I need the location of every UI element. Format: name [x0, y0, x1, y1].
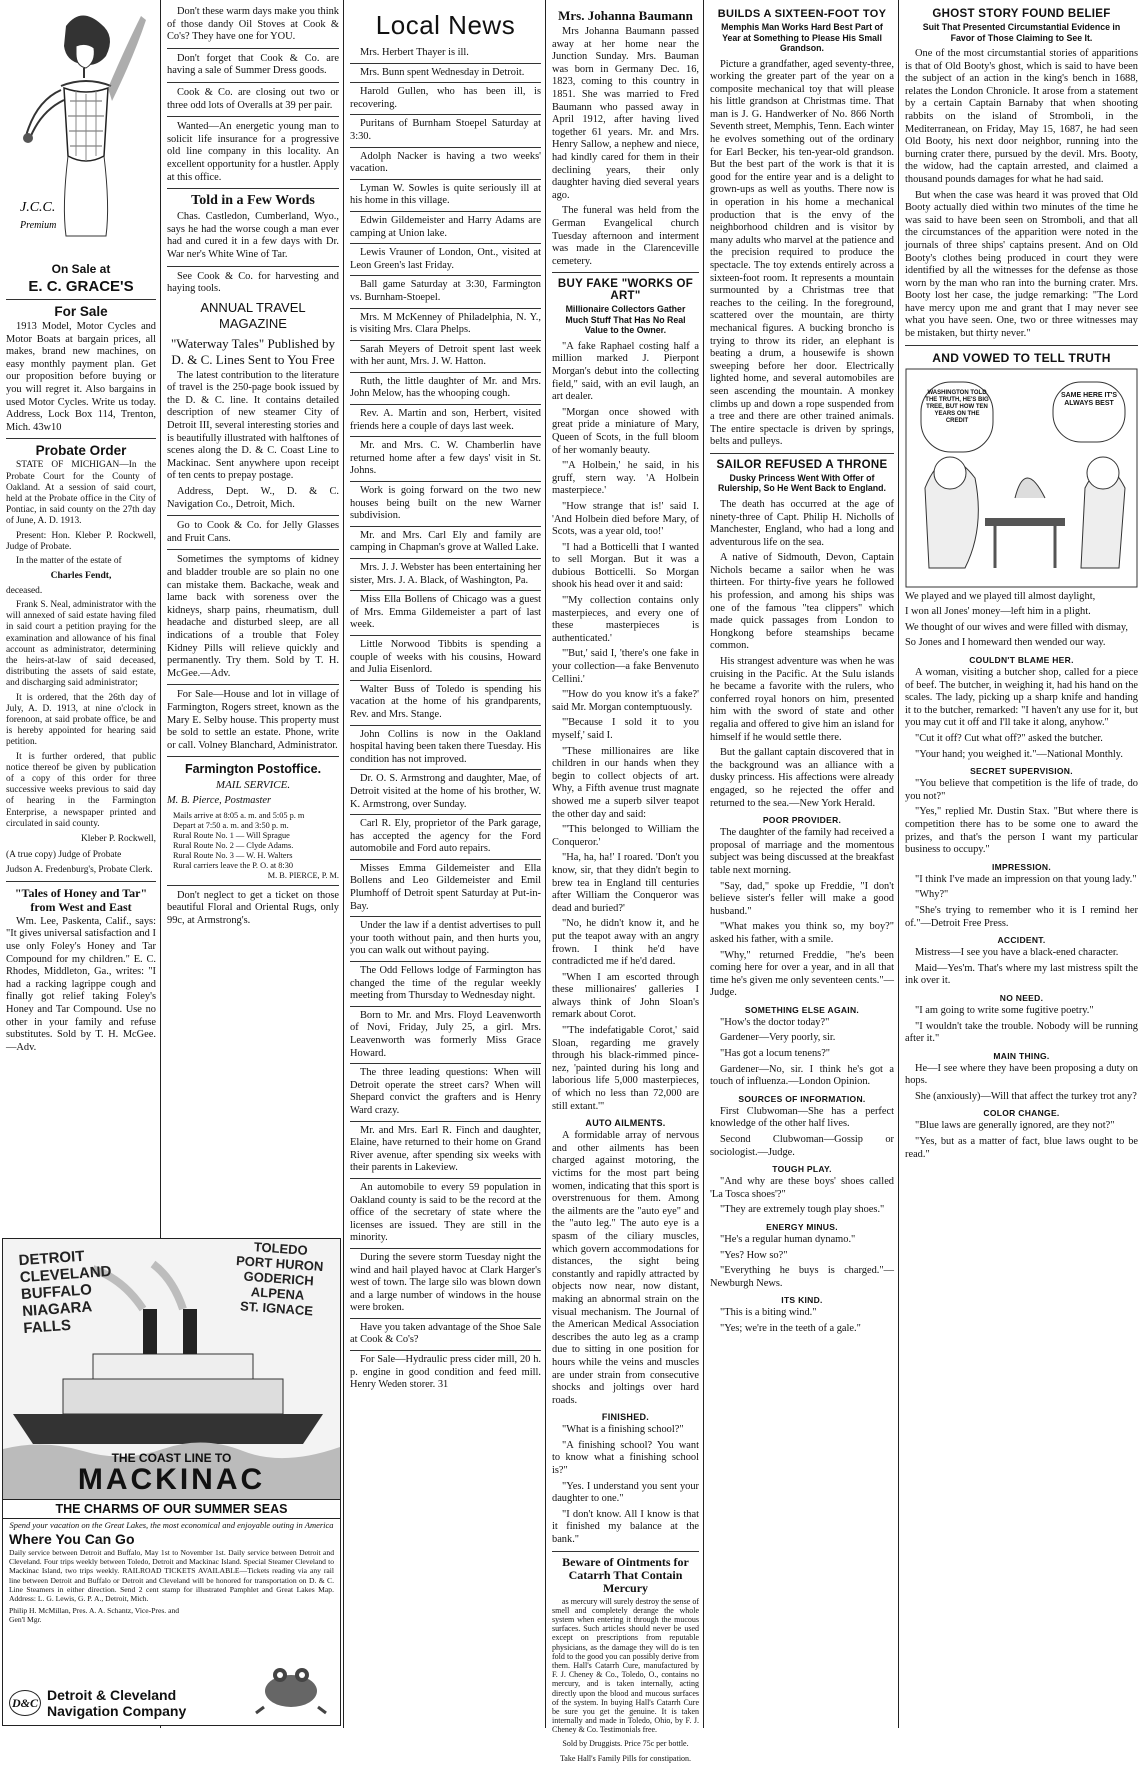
art-subheading: Millionaire Collectors Gather Much Stuff That Has No Real Value to the Owner. — [565, 304, 686, 336]
local-news-item: During the severe storm Tuesday night the wind and hail played havoc at Clark Harger's west of town. The large silo was blown down and a large number of windows in the house were broken. — [350, 1252, 541, 1319]
art-paragraph: "How strange that is!' said I. 'And Holbein died before Mary, of Scots, was a year old, too!' — [552, 500, 699, 538]
poem — [905, 591, 1138, 650]
local-news-heading: Local News — [375, 10, 516, 40]
honey-heading: "Tales of Honey and Tar" from West and East — [14, 885, 148, 914]
sailor-subheading: Dusky Princess Went With Offer of Rulership, So He Went Back to England. — [718, 472, 886, 494]
divider — [167, 684, 339, 685]
tough-heading: TOUGH PLAY. — [772, 1164, 832, 1175]
company-line1: Detroit & Cleveland — [47, 1687, 177, 1703]
mail-line: Rural carriers leave the P. O. at 8:30 — [173, 860, 294, 870]
else-paragraph: "Has got a locum tenens?" — [720, 1048, 831, 1060]
local-news-item: Mrs. Herbert Thayer is ill. — [350, 47, 541, 64]
divider — [6, 438, 156, 439]
destination-port-huron: PORT HURON — [235, 1253, 324, 1275]
impression-paragraph: "Why?" — [915, 889, 949, 901]
color-paragraph: "Yes, but as a matter of fact, blue laws ought to be read." — [905, 1136, 1138, 1160]
poor-heading: POOR PROVIDER. — [762, 815, 842, 826]
where-text: Daily service between Detroit and Buffalo, May 1st to November 1st. Daily service between Detroit and Cleveland. Four trips weekly between Toledo, Detroit and Mackinac Island. Special Steamer Cleveland to Mackinac Island, two trips weekly. RAILROAD TICKETS AVAILABLE—Tickets reading via any rail line between Detroit and Buffalo or Detroit and Cleveland will be honored for transportation on D. & C. Line Steamers in either direction. Send 2 cent stamp for illustrated Pamphlet and Great Lakes Map. Address: L. G. Lewis, G. P. A., Detroit, Mich. — [9, 1548, 334, 1604]
probate-p7: It is further ordered, that public notice thereof be given by publication of a copy of this order for three successive weeks previous to said day of hearing in the Farmington Enterprise, a newspaper printed and circulated in said county. — [6, 751, 156, 829]
accident-paragraphs — [905, 947, 1138, 988]
energy-paragraphs — [710, 1234, 894, 1290]
ad-illustration — [3, 1239, 340, 1499]
divider — [167, 188, 339, 189]
local-news-item: Mrs. M McKenney of Philadelphia, N. Y., is visiting Mrs. Clara Phelps. — [350, 312, 541, 341]
catarrh-text: as mercury will surely destroy the sense of smell and completely derange the whole system when entering it through the mucous surfaces. Such articles should never be used except on prescriptions from reputable physicians, as the damage they will do is ten fold to the good you can possibly derive from them. Hall's Catarrh Cure, manufactured by F. J. Cheney & Co., Toledo, O., contains no mercury, and is taken internally, acting directly upon the blood and mucous surfaces of the system. In buying Hall's Catarrh Cure be sure you get the genuine. It is taken internally and made in Toledo, Ohio, by F. J. Cheney & Co. Testimonials free. — [552, 1596, 699, 1735]
art-paragraph: "No, he didn't know it, and he put the teapot away with an angry frown. I think he'd have contradicted me if he'd dared. — [552, 918, 699, 968]
local-news-item: Harold Gullen, who has been ill, is recovering. — [350, 86, 541, 115]
art-heading: BUY FAKE "WORKS OF ART" — [557, 278, 694, 303]
auto-text: A formidable array of nervous and other ailments has been charged against motoring, the victims for the most part being women, indicating that this sport is overstrenuous for them. Among the ailments are the "auto eye" and the "auto leg." The auto eye is a spasm of the ciliary muscles, which govern accommodations for distances, the sight being constantly and rapidly attracted by objects now near, now distant, making an abnormal strain on the visual mechanism. The Journal of the American Medical Association describes the auto leg as a cramp due to sitting in one position for hours while the veins and muscles are under strain from consecutive shocks and joltings over hard roads. — [552, 1130, 699, 1406]
vowed-heading: AND VOWED TO TELL TRUTH — [932, 350, 1111, 365]
finished-paragraph: "Yes. I understand you sent your daughter to one." — [552, 1480, 699, 1505]
probate-p1: STATE OF MICHIGAN—In the Probate Court for the County of Oakland. At a session of said court, held at the Probate office in the City of Pontiac, in said county on the 27th day of June, A. D. 1913. — [6, 460, 156, 527]
local-news-item: Edwin Gildemeister and Harry Adams are camping at Union lake. — [350, 215, 541, 244]
local-news-item: Walter Buss of Toledo is spending his vacation at the home of his grandparents, Rev. and Mrs. Stange. — [350, 684, 541, 726]
ghost-heading: GHOST STORY FOUND BELIEF — [932, 8, 1111, 20]
divider — [6, 881, 156, 882]
wanted-ad: Wanted—An energetic young man to solicit life insurance for a progressive old line company in this locality. An excellent opportunity for a hustler. Apply at this office. — [167, 121, 339, 183]
accident-paragraph: Mistress—I see you have a black-ened character. — [915, 947, 1119, 959]
poor-paragraph: The daughter of the family had received a proposal of marriage and the momentous subject was being discussed at the breakfast table next morning. — [710, 827, 894, 876]
coast-line-label: THE COAST LINE TO — [111, 1451, 232, 1465]
for-sale-heading: For Sale — [54, 304, 108, 319]
mackinac-title: MACKINAC — [77, 1463, 266, 1496]
probate-p4: deceased. — [6, 585, 43, 596]
company-block — [9, 1687, 186, 1719]
butcher-paragraph: "Your hand; you weighed it."—National Monthly. — [915, 748, 1123, 760]
noneed-heading: NO NEED. — [999, 992, 1044, 1003]
poor-paragraph: "Why," returned Freddie, "he's been coming here for over a year, and in all that time he's given me only seventeen cents."—Judge. — [710, 949, 894, 999]
probate-p5: Frank S. Neal, administrator with the will annexed of said estate having filed in said court a petition praying for the examination and allowance of his final account as administrator, determining the heirs-at-law of said deceased, distributing the assets of said estate, and discharging said administrator; — [6, 599, 156, 689]
kind-heading: ITS KIND. — [781, 1295, 823, 1306]
toy-subheading: Memphis Man Works Hard Best Part of Year at Something to Please His Small Grandson. — [721, 22, 883, 53]
noneed-paragraph: "I am going to write some fugitive poetry." — [915, 1004, 1094, 1016]
local-news-item: Lewis Vrauner of London, Ont., visited at Leon Green's last Friday. — [350, 247, 541, 276]
destinations-left — [18, 1246, 115, 1337]
obituary-p2: The funeral was held from the German Evangelical church Tuesday afternoon and interment was made in the Clarenceville cemetery. — [552, 205, 699, 267]
mail-line: Rural Route No. 1 — Will Sprague — [173, 830, 290, 840]
mail-line: Depart at 7:50 a. m. and 3:50 p. m. — [173, 820, 289, 830]
destination-detroit: DETROIT — [18, 1247, 86, 1270]
for-sale-house: For Sale—House and lot in village of Farmington, Rogers street, known as the Mary E. Selby house. This property must be sold to settle an estate. Phone, write or call. Volney Blanchard, Administrator. — [167, 689, 339, 751]
local-news-item: Under the law if a dentist advertises to pull your tooth without pain, and then hurts you, you can walk out without paying. — [350, 920, 541, 962]
local-news-item: Born to Mr. and Mrs. Floyd Leavenworth of Novi, Friday, July 25, a girl. Mrs. Leavenworth was formerly Miss Grace Howard. — [350, 1010, 541, 1064]
accident-heading: ACCIDENT. — [997, 935, 1046, 946]
destinations-right — [232, 1238, 324, 1319]
local-news-item: Puritans of Burnham Stoepel Saturday at 3:30. — [350, 118, 541, 147]
annual-heading-2: MAGAZINE — [219, 315, 287, 331]
else-paragraph: "How's the doctor today?" — [720, 1016, 830, 1028]
frog-icon — [256, 1659, 326, 1715]
divider — [905, 345, 1138, 346]
where-block — [3, 1531, 340, 1547]
else-heading: SOMETHING ELSE AGAIN. — [744, 1004, 860, 1015]
else-paragraph: Gardener—No, sir. I think he's got a touch of influenza.—London Opinion. — [710, 1063, 894, 1088]
probate-sig3: Judson A. Fredenburg's, Probate Clerk. — [6, 865, 153, 876]
probate-heading: Probate Order — [35, 443, 127, 459]
sailor-paragraphs — [710, 499, 894, 810]
local-news-item: Dr. O. S. Armstrong and daughter, Mae, of Detroit visited at the home of his brother, W. K. Armstrong, over Sunday. — [350, 773, 541, 815]
butcher-heading: COULDN'T BLAME HER. — [969, 655, 1074, 666]
ad-caption-line1: On Sale at — [51, 262, 111, 276]
divider — [167, 48, 339, 49]
charms-heading: THE CHARMS OF OUR SUMMER SEAS — [3, 1499, 340, 1519]
waterway-address: Address, Dept. W., D. & C. Navigation Co., Detroit, Mich. — [167, 486, 339, 510]
art-paragraphs — [552, 341, 699, 1113]
local-news-item: Ruth, the little daughter of Mr. and Mrs. John Melow, has the whooping cough. — [350, 376, 541, 405]
column-6 — [899, 0, 1144, 1728]
destination-niagara: NIAGARA — [21, 1298, 93, 1321]
local-news-item: Lyman W. Sowles is quite seriously ill at his home in this village. — [350, 183, 541, 212]
toy-heading: BUILDS A SIXTEEN-FOOT TOY — [717, 8, 887, 20]
kidney-text: Sometimes the symptoms of kidney and bladder trouble are so plain no one can mistake them. Backache, weak and lame back with soreness over the kidneys, sharp pains, rheumatism, dull headache and disturbed sleep, are all indications of a trouble that Foley Kidney Pills will relieve quickly and permanently. Try them. Sold by T. H. McGee.—Adv. — [167, 554, 339, 679]
color-paragraph: "Blue laws are generally ignored, are they not?" — [915, 1120, 1115, 1132]
secret-paragraph: "Yes," replied Mr. Dustin Stax. "But where there is competition there has to be some one to award the prizes, and that's the person I want my particular business to occupy." — [905, 806, 1138, 856]
dc-logo-icon: D&C — [9, 1690, 41, 1716]
catarrh-sold: Sold by Druggists. Price 75c per bottle. — [562, 1738, 689, 1748]
column-5 — [704, 0, 898, 1728]
art-paragraph: "Morgan once showed with great pride a miniature of Mary, Queen of Scots, in the full bloom of her womanly beauty. — [552, 406, 699, 456]
local-news-item: Mr. and Mrs. C. W. Chamberlin have returned home after a few days' visit in St. Johns. — [350, 440, 541, 482]
destination-toledo: TOLEDO — [252, 1239, 308, 1258]
art-paragraph: "'Because I sold it to you myself,' said I. — [552, 717, 699, 741]
energy-paragraph: "Yes? How so?" — [720, 1249, 788, 1261]
cartoon-left-bubble: WASHINGTON TOLD THE TRUTH, HE'S BIG TREE, BUT HOW TEN YEARS ON THE CREDIT — [925, 389, 989, 424]
art-paragraph: "When I am escorted through these millionaires' galleries I always think of John Sloan's remark about Corot. — [552, 971, 699, 1021]
else-paragraphs — [710, 1017, 894, 1089]
see-cook: See Cook & Co. for harvesting and haying tools. — [167, 270, 339, 295]
divider — [167, 515, 339, 516]
for-sale-text: 1913 Model, Motor Cycles and Motor Boats at bargain prices, all makes, brand new machines, on easy monthly payment plan. Get our proposition before buying or you will regret it. Also bargains in used Motor Cycles. Write us today. Address, Lock Box 114, Trenton, Mich. 43w10 — [6, 321, 156, 433]
kind-paragraphs — [710, 1307, 894, 1335]
svg-text:Premium: Premium — [20, 220, 57, 231]
ghost-paragraph: But when the case was heard it was proved that Old Booty actually died within two minutes of the time he was said to have been seen on Stromboli, and that all the circumstances of the apparition were noted in the journals of three ships' captains present. And on Old Booty's clothes being produced in court they were identified by all the witnesses for the defense as those worn by the man who ran into the burning crater. Mrs. Booty lost her case, the judge remarking: "The Lord have mercy upon me and grant that I may never see what you have seen. One, two or three witnesses may be mistaken, but thirty never." — [905, 189, 1138, 340]
sailor-paragraph: His strangest adventure was when he was cruising in the Pacific. At the Sulu islands he became a favorite with the rulers, who conferred royal honors on him, presented him with the sword of state and other regalia and offered to give him an island for himself if he would settle there. — [710, 656, 894, 743]
finished-paragraph: "I don't know. All I know is that it finished my balance at the bank." — [552, 1508, 699, 1546]
main-paragraph: She (anxiously)—Will that affect the turkey trot any? — [915, 1090, 1137, 1102]
local-news-item: Mrs. J. J. Webster has been entertaining her sister, Mrs. J. A. Black, of Washington, Pa. — [350, 562, 541, 591]
art-paragraph: "Ha, ha, ha!' I roared. 'Don't you know, sir, that they didn't begin to brew tea in England till centuries after William the Conqueror was dead and buried?' — [552, 852, 699, 914]
destination-st-ignace: ST. IGNACE — [239, 1298, 314, 1319]
tough-paragraphs — [710, 1176, 894, 1217]
finished-paragraph: "A finishing school? You want to know what a finishing school is?" — [552, 1439, 699, 1477]
jelly-glasses: Go to Cook & Co. for Jelly Glasses and Fruit Cans. — [167, 520, 339, 544]
postoffice-heading: Farmington Postoffice. — [184, 762, 322, 777]
secret-paragraphs — [905, 778, 1138, 857]
art-paragraph: "'How do you know it's a fake?' said Mr. Morgan contemptuously. — [552, 689, 699, 713]
secret-paragraph: "You believe that competition is the life of trade, do you not?" — [905, 778, 1138, 802]
energy-paragraph: "Everything he buys is charged."—Newburgh News. — [710, 1265, 894, 1289]
cook-overalls: Cook & Co. are closing out two or three odd lots of Overalls at 39 per pair. — [167, 86, 339, 111]
probate-sig1: Kleber P. Rockwell, — [81, 834, 156, 845]
local-news-item: Mr. and Mrs. Carl Ely and family are camping in Chapman's grove at Walled Lake. — [350, 530, 541, 559]
secret-heading: SECRET SUPERVISION. — [970, 766, 1073, 777]
column-3-local-news — [344, 0, 545, 1728]
destination-cleveland: CLEVELAND — [19, 1262, 112, 1287]
impression-paragraph: "I think I've made an impression on that young lady." — [915, 873, 1137, 885]
probate-name: Charles Fendt, — [50, 570, 112, 582]
local-news-item: Little Norwood Tibbits is spending a couple of weeks with his cousins, Howard and Julia Eisenlord. — [350, 639, 541, 681]
tough-paragraph: "And why are these boys' shoes called 'La Tosca shoes'?" — [710, 1176, 894, 1200]
mail-schedule — [167, 811, 339, 881]
ghost-paragraph: One of the most circumstantial stories of apparitions is that of Old Booty's ghost, which is said to have been the subject of an action in the king's bench in 1688, relates the London Chronicle. It arose from a statement by a certain Captain Barnaby that when shooting rabbits on the island of Stromboli, in the Mediterranean, on Friday, May 15, 1687, he had seen Old Booty, his next door neighbor, running into the burning crater there, pursued by the devil. Mrs. Booty, the widow, had the captain arrested, and claimed a thousand pounds damages for what he had said. — [905, 48, 1138, 185]
kind-paragraph: "This is a biting wind." — [720, 1307, 817, 1319]
auto-heading: AUTO AILMENTS. — [585, 1118, 666, 1129]
probate-p2: Present: Hon. Kleber P. Rockwell, Judge of Probate. — [6, 530, 156, 552]
main-heading: MAIN THING. — [993, 1050, 1050, 1061]
sources-paragraph: First Clubwoman—She has a perfect knowledge of the other half lives. — [710, 1105, 894, 1130]
column-4 — [546, 0, 703, 1764]
mail-line: Mails arrive at 8:05 a. m. and 5:05 p. m — [173, 810, 305, 820]
local-news-item: John Collins is now in the Oakland hospital having been taken there Tuesday. His condition has not improved. — [350, 729, 541, 771]
catarrh-pills: Take Hall's Family Pills for constipation. — [559, 1754, 692, 1764]
catarrh-heading: Beware of Ointments for Catarrh That Contain Mercury — [562, 1554, 689, 1595]
sources-heading: SOURCES OF INFORMATION. — [738, 1093, 866, 1104]
butcher-paragraph: "Cut it off? Cut what off?" asked the butcher. — [915, 733, 1103, 744]
energy-paragraph: "He's a regular human dynamo." — [720, 1234, 856, 1245]
poem-line: We thought of our wives and were filled with dismay, — [905, 621, 1128, 633]
art-paragraph: "'But,' said I, 'there's one fake in your collection—a fake Benvenuto Cellini.' — [552, 648, 699, 685]
divider — [167, 266, 339, 267]
local-news-item: Rev. A. Martin and son, Herbert, visited friends here a couple of days last week. — [350, 408, 541, 437]
poem-line: I won all Jones' money—left him in a plight. — [905, 606, 1091, 618]
art-paragraph: "'This belonged to William the Conqueror.' — [552, 824, 699, 848]
annual-heading-1: ANNUAL TRAVEL — [200, 299, 306, 315]
probate-sig2: (A true copy) Judge of Probate — [6, 849, 122, 860]
local-news-item: Miss Ella Bollens of Chicago was a guest of Mrs. Emma Gildemeister a part of last week. — [350, 594, 541, 636]
main-paragraph: He—I see where they have been proposing a duty on hops. — [905, 1062, 1138, 1087]
local-news-item: Mr. and Mrs. Earl R. Finch and daughter, Elaine, have returned to their home on Grand River avenue, after spending six weeks with their parents in Lakeview. — [350, 1125, 541, 1179]
cartoon — [905, 368, 1138, 588]
officers: Philip H. McMillan, Pres. A. A. Schantz, Vice-Pres. and Gen'l Mgr. — [9, 1606, 180, 1625]
waterway-heading: "Waterway Tales" Published by D. & C. Lines Sent to You Free — [170, 335, 336, 367]
local-news-item: Work is going forward on the two new houses being built on the new Warner subdivision. — [350, 485, 541, 527]
told-heading: Told in a Few Words — [191, 193, 315, 209]
sailor-paragraph: A native of Sidmouth, Devon, Captain Nichols became a sailor when he was thirteen. For thirty-five years he followed his profession, and among his ships was one of the famous "tea clippers" which made quick passages from London to Hongkong before steamships became common. — [710, 552, 894, 652]
local-news-item: An automobile to every 59 population in Oakland county is said to be the record at the office of the secretary of state where the licenses are issued. They are still in the minority. — [350, 1182, 541, 1249]
energy-heading: ENERGY MINUS. — [766, 1222, 838, 1232]
cook-dress-goods: Don't forget that Cook & Co. are having a sale of Summer Dress goods. — [167, 52, 339, 77]
probate-p6: It is ordered, that the 26th day of July, A. D. 1913, at nine o'clock in forenoon, at said probate office, be and is hereby appointed for hearing said petition. — [6, 692, 156, 748]
poor-paragraph: "Say, dad," spoke up Freddie, "I don't believe sister's feller will make a good husband." — [710, 880, 894, 917]
rugs-text: Don't neglect to get a ticket on those beautiful Floral and Oriental Rugs, only 99c, at Armstrong's. — [167, 889, 339, 926]
local-news-item: Ball game Saturday at 3:30, Farmington vs. Burnham-Stoepel. — [350, 279, 541, 308]
destination-buffalo: BUFFALO — [20, 1281, 93, 1304]
ad-caption-line2: E. C. GRACE'S — [28, 278, 134, 295]
local-news-item: Sarah Meyers of Detroit spent last week with her aunt, Mrs. J. W. Hatton. — [350, 344, 541, 373]
local-news-item: The Odd Fellows lodge of Farmington has changed the time of the regular weekly meeting from Thursday to Wednesday night. — [350, 965, 541, 1007]
tough-paragraph: "They are extremely tough play shoes." — [720, 1204, 885, 1216]
local-news-item: The three leading questions: When will Detroit operate the street cars? When will Shepard convict the grafters and is Henry Ward crazy. — [350, 1067, 541, 1121]
poem-line: So Jones and I homeward then wended our way. — [905, 637, 1106, 649]
corset-woman-figure — [6, 6, 156, 258]
art-paragraph: "A fake Raphael costing half a million marked J. Pierpont Morgan's debut into the collecting field," said, with an evil laugh, an art dealer. — [552, 340, 699, 403]
dc-navigation-ad — [2, 1238, 341, 1726]
divider — [167, 549, 339, 550]
impression-heading: IMPRESSION. — [991, 861, 1052, 872]
destination-goderich: GODERICH — [242, 1268, 314, 1289]
divider — [167, 116, 339, 117]
spend-text: Spend your vacation on the Great Lakes, the most economical and enjoyable outing in America — [9, 1520, 334, 1530]
toy-paragraphs — [710, 59, 894, 449]
toy-paragraph: Picture a grandfather, aged seventy-three, working the greater part of the year on a composite mechanical toy that will please his little grandson at Christmas time. That man is J. G. Handwerker of No. 866 North Seventh street, Memphis, Tenn. Each winter he evolves something out of the ordinary for Earl Becker, his ten-year-old grandson. But the best part of the work is that it is good for the entire year and is a delight to grown-ups as well as youths. There now is in operation in his home a mechanical production that is the envy of the neighborhood children and is visitor by many adults who marvel at the patience and the precision required to produce the spectacle. The toy extends entirely across a sixteen-foot room. It represents a mountain surmounted by a Christmas tree that reaches to the ceiling. In the foreground, scattered over the mountain, are thirty mechanical figures. A bucking broncho is trying to throw its rider, an elephant is beating a drum, a housewife is shown sweeping before her door. Electrically lighted home, and several automobiles are seen ascending the mountain. A monkey climbs up and down a rope suspended from a tree and there are other trained animals. The entire spectacle is driven by springs, belts and pulleys. — [710, 58, 894, 448]
obituary-heading: Mrs. Johanna Baumann — [558, 8, 693, 23]
sources-paragraph: Second Clubwoman—Gossip or sociologist.—Judge. — [710, 1134, 894, 1158]
art-paragraph: "'A Holbein,' he said, in his gruff, stern way. 'A Holbein masterpiece.' — [552, 460, 699, 497]
poem-line: We played and we played till almost daylight, — [905, 590, 1096, 602]
impression-paragraphs — [905, 874, 1138, 930]
local-news-item: Carl R. Ely, proprietor of the Park garage, has accepted the agency for the Ford automobile and Ford auto repairs. — [350, 818, 541, 860]
local-news-item: Have you taken advantage of the Shoe Sale at Cook & Co's? — [350, 1322, 541, 1351]
probate-p3: In the matter of the estate of — [16, 555, 122, 566]
accident-paragraph: Maid—Yes'm. That's where my last mistress spilt the ink over it. — [905, 962, 1138, 987]
destination-falls: FALLS — [22, 1316, 72, 1338]
local-news-item: Misses Emma Gildemeister and Ella Bollens and Leo Gildemeister and Emil Plumhoff of Detroit spent Saturday at Put-in-Bay. — [350, 863, 541, 917]
mail-line: Rural Route No. 2 — Clyde Adams. — [173, 840, 294, 850]
butcher-paragraphs — [905, 667, 1138, 761]
cartoon-right-bubble: SAME HERE IT'S ALWAYS BEST — [1060, 391, 1118, 407]
sources-paragraphs — [710, 1106, 894, 1159]
corset-ad-illustration — [6, 6, 156, 258]
finished-heading: FINISHED. — [601, 1412, 650, 1423]
noneed-paragraph: "I wouldn't take the trouble. Nobody will be running after it." — [905, 1020, 1138, 1045]
divider — [167, 82, 339, 83]
ghost-paragraphs — [905, 48, 1138, 341]
local-news-item: For Sale—Hydraulic press cider mill, 20 h. p. engine in good condition and feed mill. Henry Weden storer. 31 — [350, 1354, 541, 1391]
finished-paragraph: "What is a finishing school?" — [562, 1424, 684, 1436]
ghost-subheading: Suit That Presented Circumstantial Evidence in Favor of Those Claiming to See It. — [922, 22, 1121, 43]
divider — [552, 272, 699, 273]
art-paragraph: "I had a Botticelli that I wanted to sell Morgan. But it was a dubious Botticelli. So Morgan shook his head over it and said: — [552, 541, 699, 591]
cook-oil-stoves: Don't these warm days make you think of those dandy Oil Stoves at Cook & Co's? They have one for YOU. — [167, 6, 339, 43]
company-line2: Navigation Company — [47, 1703, 187, 1719]
postmaster: M. B. Pierce, Postmaster — [167, 794, 272, 806]
impression-paragraph: "She's trying to remember who it is I remind her of."—Detroit Free Press. — [905, 904, 1138, 929]
poor-paragraphs — [710, 827, 894, 1000]
divider — [710, 453, 894, 454]
honey-text: Wm. Lee, Paskenta, Calif., says: "It gives universal satisfaction and I use only Foley's Honey and Tar Compound for my children." E. C. Rhodes, Middleton, Ga., writes: "I had a racking lagrippe cough and finally got relief taking Foley's Honey and Tar Compound. Use no other in your family and refuse substitutes. Sold by T. H. McGee.—Adv. — [6, 915, 156, 1053]
mail-service: MAIL SERVICE. — [215, 779, 291, 792]
waterway-text: The latest contribution to the literature of travel is the 250-page book issued by the D. & C. line. It contains detailed description of new steamer City of Detroit III, several interesting stories and is beautifully illustrated with halftones of scenes along the D. & C. Coast Line to Mackinac. Sent anywhere upon receipt of ten cents to prepay postage. — [167, 369, 339, 482]
color-heading: COLOR CHANGE. — [983, 1108, 1060, 1119]
noneed-paragraphs — [905, 1005, 1138, 1046]
butcher-paragraph: A woman, visiting a butcher shop, called for a piece of beef. The butcher, in weighing it, had his hand on the scales. The lady, picking up a sharp knife and handing it to the butcher, remarked: "I haven't any use for it, but you may cut it off and I'll take it along, anyhow." — [905, 667, 1138, 729]
svg-text:J.C.C.: J.C.C. — [20, 200, 56, 215]
where-heading: Where You Can Go — [9, 1531, 135, 1547]
divider — [167, 885, 339, 886]
divider — [167, 756, 339, 757]
poor-paragraph: "What makes you think so, my boy?" asked his father, with a smile. — [710, 921, 894, 945]
sailor-paragraph: But the gallant captain discovered that in the background was an alliance with a dusky princess. His affections were already engaged, so he rejected the offer and returned to the sea.—New York Herald. — [710, 747, 894, 809]
mail-line: Rural Route No. 3 — W. H. Walters — [173, 850, 293, 860]
local-news-items — [350, 47, 541, 1395]
art-paragraph: "'My collection contains only masterpieces, and every one of these masterpieces is authenticated.' — [552, 595, 699, 644]
main-paragraphs — [905, 1063, 1138, 1104]
divider — [6, 299, 156, 300]
art-paragraph: "These millionaires are like children in our hands when they begin to collect objects of art. Why, a Fifth avenue trust magnate showed me a superb silver teapot the other day and said: — [552, 745, 699, 820]
local-news-item: Mrs. Bunn spent Wednesday in Detroit. — [350, 67, 541, 84]
local-news-item: Adolph Nacker is having a two weeks' vacation. — [350, 151, 541, 180]
color-paragraphs — [905, 1120, 1138, 1161]
finished-paragraphs — [552, 1424, 699, 1546]
art-paragraph: "'The indefatigable Corot,' said Sloan, regarding me gravely through his black-rimmed pince-nez, 'painted during his long and laborious life 5,000 masterpieces, of which no less than 72,000 are still extant.'" — [552, 1025, 699, 1112]
divider — [552, 1551, 699, 1552]
told-text: Chas. Castledon, Cumberland, Wyo., says he had the worse cough a man ever had and cured it in a few days with Dr. War ner's White Wine of Tar. — [167, 211, 339, 260]
else-paragraph: Gardener—Very poorly, sir. — [720, 1032, 836, 1044]
sailor-paragraph: The death has occurred at the age of ninety-three of Capt. Philip H. Nicholls of Manchester, England, who had a long and adventurous life on the sea. — [710, 498, 894, 548]
sailor-heading: SAILOR REFUSED A THRONE — [716, 458, 888, 471]
mail-line: M. B. PIERCE, P. M. — [267, 870, 339, 880]
destination-alpena: ALPENA — [250, 1284, 305, 1303]
obituary-p1: Mrs Johanna Baumann passed away at her home near the Junction Sunday. Mrs. Bauman was born in Germany Dec. 16, 1823, coming to this country in 1851. She was married to Fred Baumann who passed away in April 1912, after having lived together 61 years. Mr. and Mrs. Henry Sallow, a nephew and niece, had kindly cared for them in their declining years, their only daughter having died several years ago. — [552, 26, 699, 201]
kind-paragraph: "Yes; we're in the teeth of a gale." — [720, 1322, 861, 1334]
